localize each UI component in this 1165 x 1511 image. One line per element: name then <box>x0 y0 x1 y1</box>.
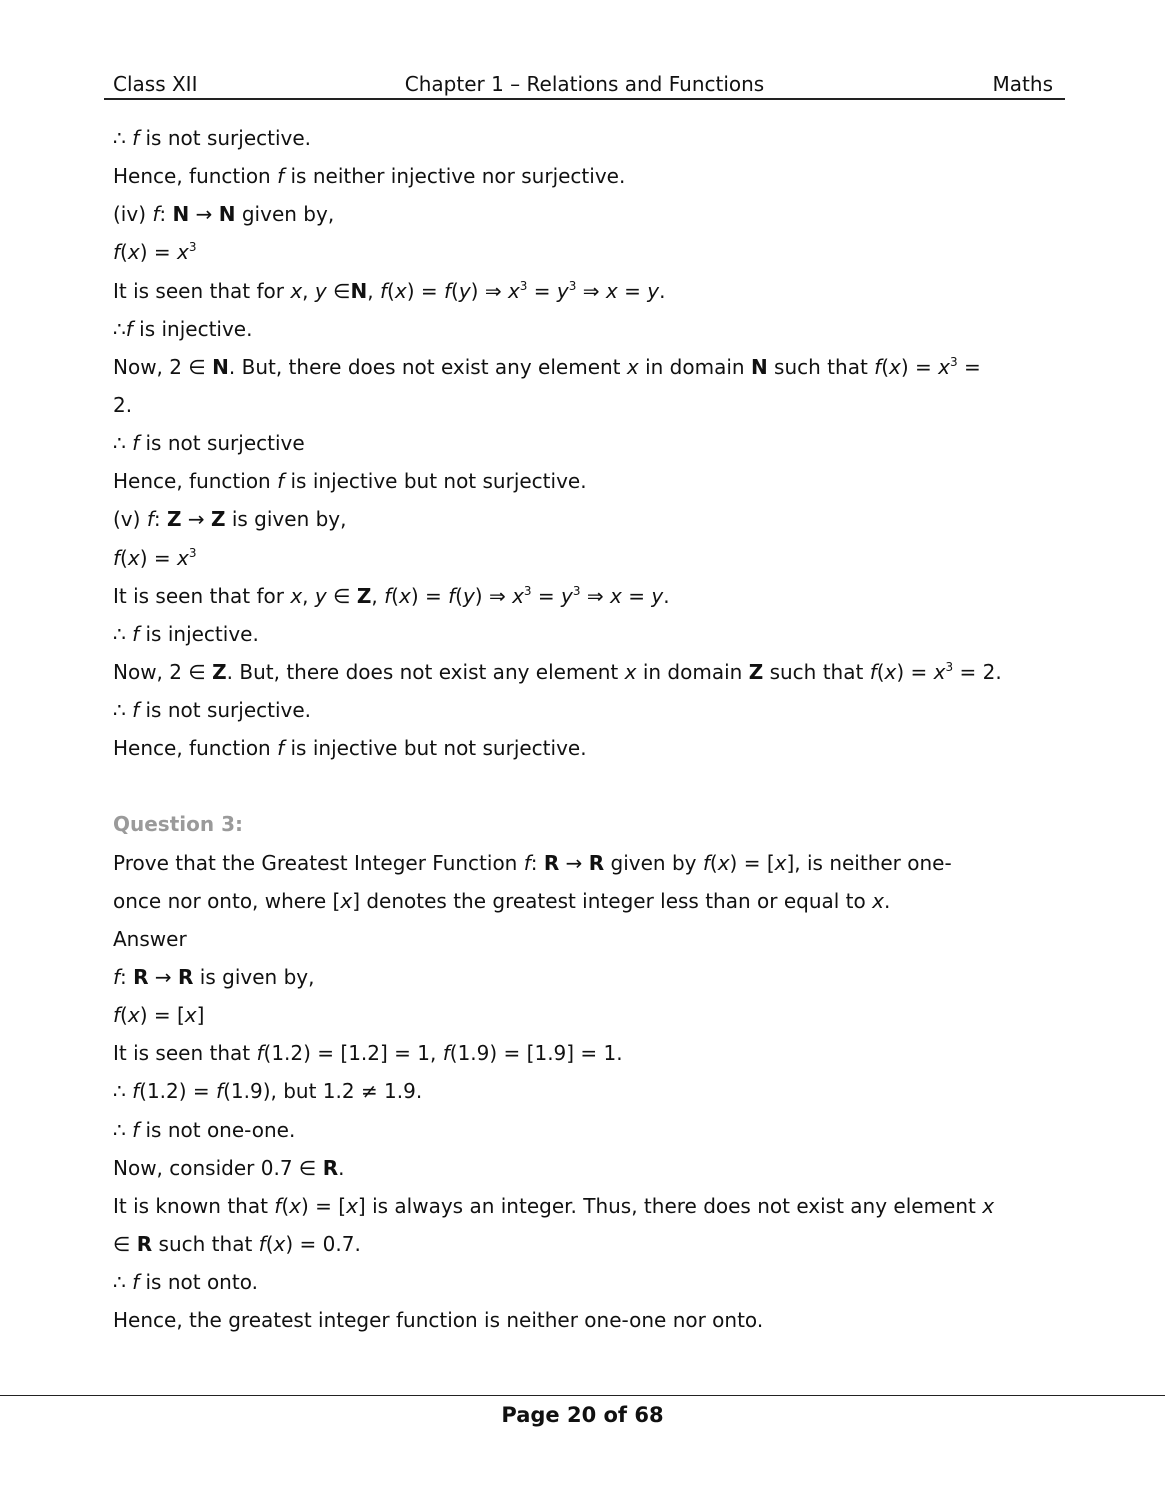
text-line: (v) f: Z → Z is given by, <box>113 507 347 532</box>
answer-line: ∴ f is not one-one. <box>113 1117 296 1142</box>
page-header <box>104 70 1065 100</box>
question-heading: Question 3: <box>113 812 243 837</box>
answer-line: Now, consider 0.7 ∈ R. <box>113 1155 345 1180</box>
text-line: Now, 2 ∈ Z. But, there does not exist any element x in domain Z such that $f(x) = x^3 = 2$. <box>113 659 1002 684</box>
text-line: ∴ f is injective. <box>113 621 259 646</box>
text-line: ∴f is injective. <box>113 316 253 341</box>
text-line: Now, 2 ∈ N. But, there does not exist any element x in domain N such that $f(x) = x^3$ = <box>113 354 981 379</box>
footer-rule <box>0 1395 1165 1396</box>
text-line: ∴ f is not surjective. <box>113 126 312 150</box>
answer-label: Answer <box>113 926 187 951</box>
answer-line: It is known that f(x) = [x] is always an integer. Thus, there does not exist any element x <box>113 1193 995 1218</box>
page-number: Page 20 of 68 <box>501 1403 664 1427</box>
chapter-title: Chapter 1 – Relations and Functions <box>404 72 765 96</box>
text-line: Hence, function f is injective but not surjective. <box>113 469 587 494</box>
text-line: ∴ f is not surjective. <box>113 698 312 723</box>
text-line: Hence, function f is neither injective nor surjective. <box>113 164 626 189</box>
text-line: ∴ f is not surjective <box>113 431 305 456</box>
section-gap <box>113 767 1058 805</box>
answer-line: Hence, the greatest integer function is neither one-one nor onto. <box>113 1308 764 1333</box>
answer-line: ∈ R such that f(x) = 0.7. <box>113 1231 361 1256</box>
text-line: It is seen that for x, y ∈N, f(x) = f(y) ⇒ $x^3 = y^3$ ⇒ x = y. <box>113 278 666 303</box>
text-line: It is seen that for x, y ∈ Z, f(x) = f(y) ⇒ $x^3 = y^3$ ⇒ x = y. <box>113 583 670 608</box>
page-content <box>113 119 1058 1339</box>
answer-line: ∴ f is not onto. <box>113 1270 258 1295</box>
text-line: $f(x) = x^3$ <box>113 240 197 265</box>
text-line: (iv) f: N → N given by, <box>113 202 335 227</box>
class-label: Class XII <box>113 72 198 96</box>
text-line: $f(x) = x^3$ <box>113 545 197 570</box>
answer-line: f: R → R is given by, <box>113 964 315 989</box>
subject-label: Maths <box>992 72 1053 96</box>
answer-line: ∴ f(1.2) = f(1.9), but 1.2 ≠ 1.9. <box>113 1079 423 1104</box>
answer-line: It is seen that f(1.2) = [1.2] = 1, f(1.9) = [1.9] = 1. <box>113 1041 623 1066</box>
text-line: Hence, function f is injective but not surjective. <box>113 736 587 761</box>
question-text-line: once nor onto, where [x] denotes the greatest integer less than or equal to x. <box>113 888 891 913</box>
text-line: 2. <box>113 392 133 417</box>
question-text-line: Prove that the Greatest Integer Function f: R → R given by f(x) = [x], is neither one- <box>113 850 952 875</box>
answer-line: f(x) = [x] <box>113 1003 205 1028</box>
